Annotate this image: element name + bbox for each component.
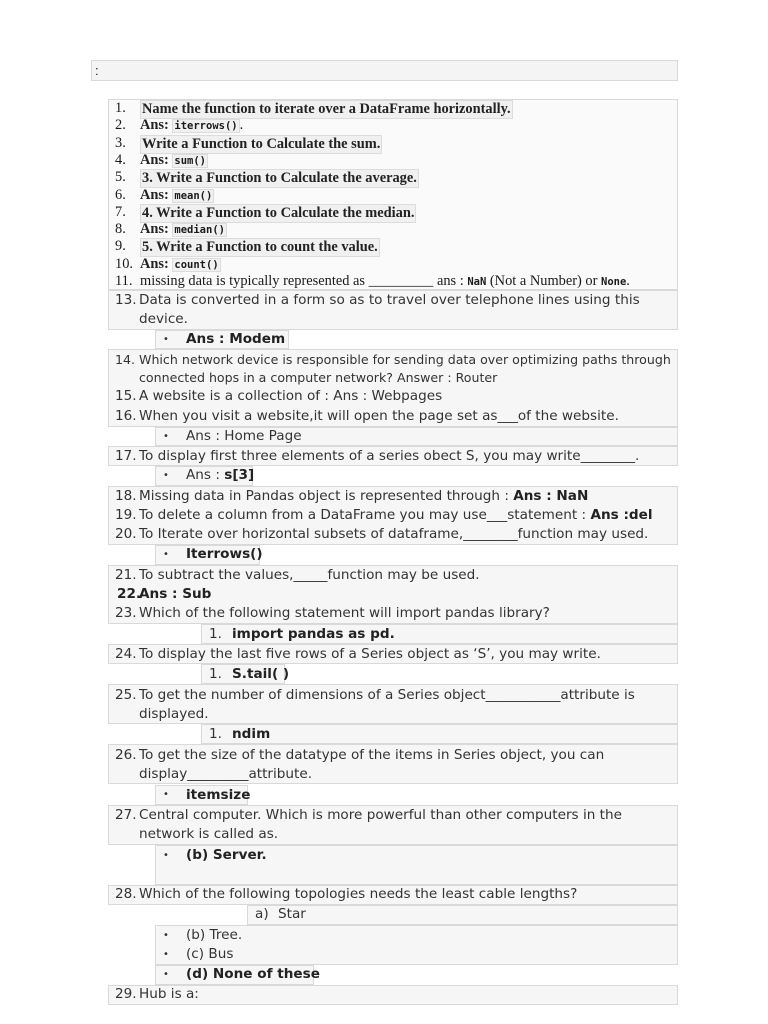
header-marker: : bbox=[91, 60, 678, 81]
option-28a-box bbox=[247, 905, 678, 925]
answer-20: Iterrows() bbox=[186, 546, 263, 562]
option-24: 1. S.tail( ) bbox=[209, 666, 290, 682]
answer-17: Ans : s[3] bbox=[186, 467, 255, 483]
option-23: 1. import pandas as pd. bbox=[209, 626, 395, 642]
option-28a: a) Star bbox=[255, 906, 306, 922]
answer-16: Ans : Home Page bbox=[186, 428, 302, 444]
option-25: 1. ndim bbox=[209, 726, 271, 742]
answer-26: itemsize bbox=[186, 787, 251, 803]
answer-27: (b) Server. bbox=[186, 847, 267, 863]
option-25-box bbox=[201, 724, 678, 744]
option-28d: (d) None of these bbox=[186, 966, 320, 982]
option-28b: (b) Tree. bbox=[186, 927, 243, 943]
serif-question-list: 1. Name the function to iterate over a DataFrame horizontally. 2. Ans: iterrows() . 3. Write a Function to Calculate the sum. 4. Ans: sum() 5. 3. Write a Function to Calculate the average. 6. Ans: mean() 7. 4. Write a Function to Calculate the median. 8. Ans: median() 9. 5. Write a Function to count the value. 10. Ans: count() 11. missing data is typically represented as _________ ans : NaN (Not a Number) or None. bbox=[108, 99, 678, 290]
option-28c: (c) Bus bbox=[186, 946, 234, 962]
answer-13: Ans : Modem bbox=[186, 331, 286, 347]
